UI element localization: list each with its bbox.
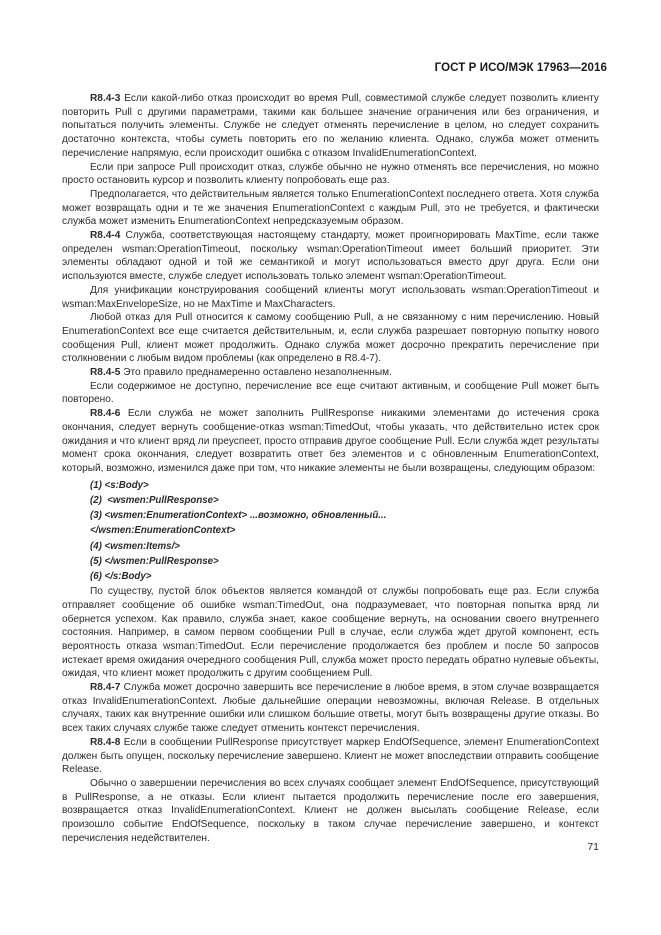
code-line: (6) </s:Body> <box>90 570 152 582</box>
rule-label: R8.4-6 <box>90 408 121 420</box>
paragraph-r8-4-6: R8.4-6 Если служба не может заполнить PullResponse никакими элементами до истечения срока окончания, следует вернуть сообщение-отказ wsman:TimedOut, чтобы указать, что действительно истек срок ожидания и что клиент вряд ли преуспеет, просто отправив другое сообщение Pull. Если служба ждет результаты момент срока окончания, следует возвратить ответ без элементов и с обновленным EnumerationContext, который, возможно, изменился даже при том, что никакие элементы не были возвращены, следующим образом: <box>62 408 599 474</box>
paragraph: Для унификации конструирования сообщений клиенты могут использовать wsman:OperationTimeout и wsman:MaxEnvelopeSize, но не MaxTime и MaxCharacters. <box>62 284 599 310</box>
rule-label: R8.4-4 <box>90 230 121 242</box>
rule-label: R8.4-5 <box>90 367 121 379</box>
code-line: (5) </wsmen:PullResponse> <box>90 555 219 567</box>
rule-label: R8.4-7 <box>90 682 121 694</box>
paragraph: Обычно о завершении перечисления во всех случаях сообщает элемент EndOfSequence, присутствующий в PullResponse, а не отказы. Если клиент пытается продолжить перечисление после его завершения, возвращается отказ InvalidEnumerationContext. Клиент не должен высылать сообщение Release, если произошло событие EndOfSequence, поскольку в таком случае перечисление завершено, и контекст перечисления недействителен. <box>62 777 599 844</box>
paragraph-r8-4-4: R8.4-4 Служба, соответствующая настоящему стандарту, может проигнорировать MaxTime, если также определен wsman:OperationTimeout, поскольку wsman:OperationTimeout имеет больший приоритет. Эти элементы обладают одной и той же семантикой и могут использоваться вместо друг друга. Если они используются вместе, службе следует использовать только элемент wsman:OperationTimeout. <box>62 230 599 283</box>
document-header: ГОСТ Р ИСО/МЭК 17963—2016 <box>434 62 607 74</box>
code-line: (4) <wsmen:Items/> <box>90 540 180 552</box>
code-line: (3) <wsmen:EnumerationContext> ...возможно, обновленный... <box>90 510 387 522</box>
paragraph: Любой отказ для Pull относится к самому сообщению Pull, а не связанному с ним перечислению. Новый EnumerationContext все еще считается действительным, и, если служба разрешает повторную попытку нового сообщения Pull, клиент может продолжить. Однако служба может досрочно прекратить перечисление при столкновении с любым видом проблемы (как определено в R8.4-7). <box>62 312 599 365</box>
paragraph: Если содержимое не доступно, перечисление все еще считают активным, и сообщение Pull может быть повторено. <box>62 380 599 406</box>
paragraph: Если при запросе Pull происходит отказ, службе обычно не нужно отменять все перечисления, но можно просто остановить курсор и позволить клиенту попробовать еще раз. <box>62 161 599 187</box>
paragraph-r8-4-8: R8.4-8 Если в сообщении PullResponse присутствует маркер EndOfSequence, элемент EnumerationContext должен быть опущен, поскольку перечисление завершено. Клиент не может впоследствии отправить сообщение Release. <box>62 736 599 776</box>
rule-label: R8.4-3 <box>90 93 121 104</box>
paragraph-r8-4-5: R8.4-5 Это правило преднамеренно оставлено незаполненным. <box>90 367 392 379</box>
paragraph-r8-4-3: R8.4-3 Если какой-либо отказ происходит во время Pull, совместимой службе следует позволить клиенту повторить Pull с другими параметрами, такими как большее значение ограничения или без ограничения, и попытаться получить элементы. Службе не следует отменять перечисление в целом, но следует сохранить достаточно контекста, чтобы суметь повторить его по желанию клиента. Однако, служба может отменить перечисление напрямую, если происходит ошибка с отказом InvalidEnumerationContext. <box>62 93 599 159</box>
page-body <box>62 92 599 845</box>
paragraph: Предполагается, что действительным является только EnumerationContext последнего ответа. Хотя служба может возвращать одни и те же значения EnumerationContext с каждым Pull, это не требуется, и фактически служба может изменить EnumerationContext непредсказуемым образом. <box>62 188 599 228</box>
code-example <box>90 478 599 584</box>
page-number: 71 <box>587 841 599 853</box>
code-line: (2) <wsmen:PullResponse> <box>90 494 219 506</box>
paragraph: По существу, пустой блок объектов является командой от службы попробовать еще раз. Если служба отправляет сообщение об ошибке wsman:TimedOut, она подразумевает, что повторная попытка вряд ли обернется успехом. Как правило, служба знает, какое сообщение вернуть, на основании своего внутреннего состояния. Например, в самом первом сообщении Pull в случае, если служба ждет другой компонент, есть вероятность отказа wsman:TimedOut. Если перечисление продолжается без проблем и после 50 запросов истекает время ожидания очередного сообщения Pull, служба может просто передать обратно нулевые объекты, ожидая, что клиент может продолжить с другим сообщением Pull. <box>62 586 599 680</box>
code-line: (1) <s:Body> <box>90 479 149 491</box>
paragraph-r8-4-7: R8.4-7 Служба может досрочно завершить все перечисление в любое время, в этом случае возвращается отказ InvalidEnumerationContext. Любые дальнейшие операции невозможны, включая Release. В отдельных случаях, таких как внутренние ошибки или слишком большие ответы, могут быть возвращены другие отказы. Во всех таких случаях службе также следует отменить контекст перечисления. <box>62 682 599 735</box>
rule-label: R8.4-8 <box>90 736 121 748</box>
code-line: </wsmen:EnumerationContext> <box>90 525 236 537</box>
